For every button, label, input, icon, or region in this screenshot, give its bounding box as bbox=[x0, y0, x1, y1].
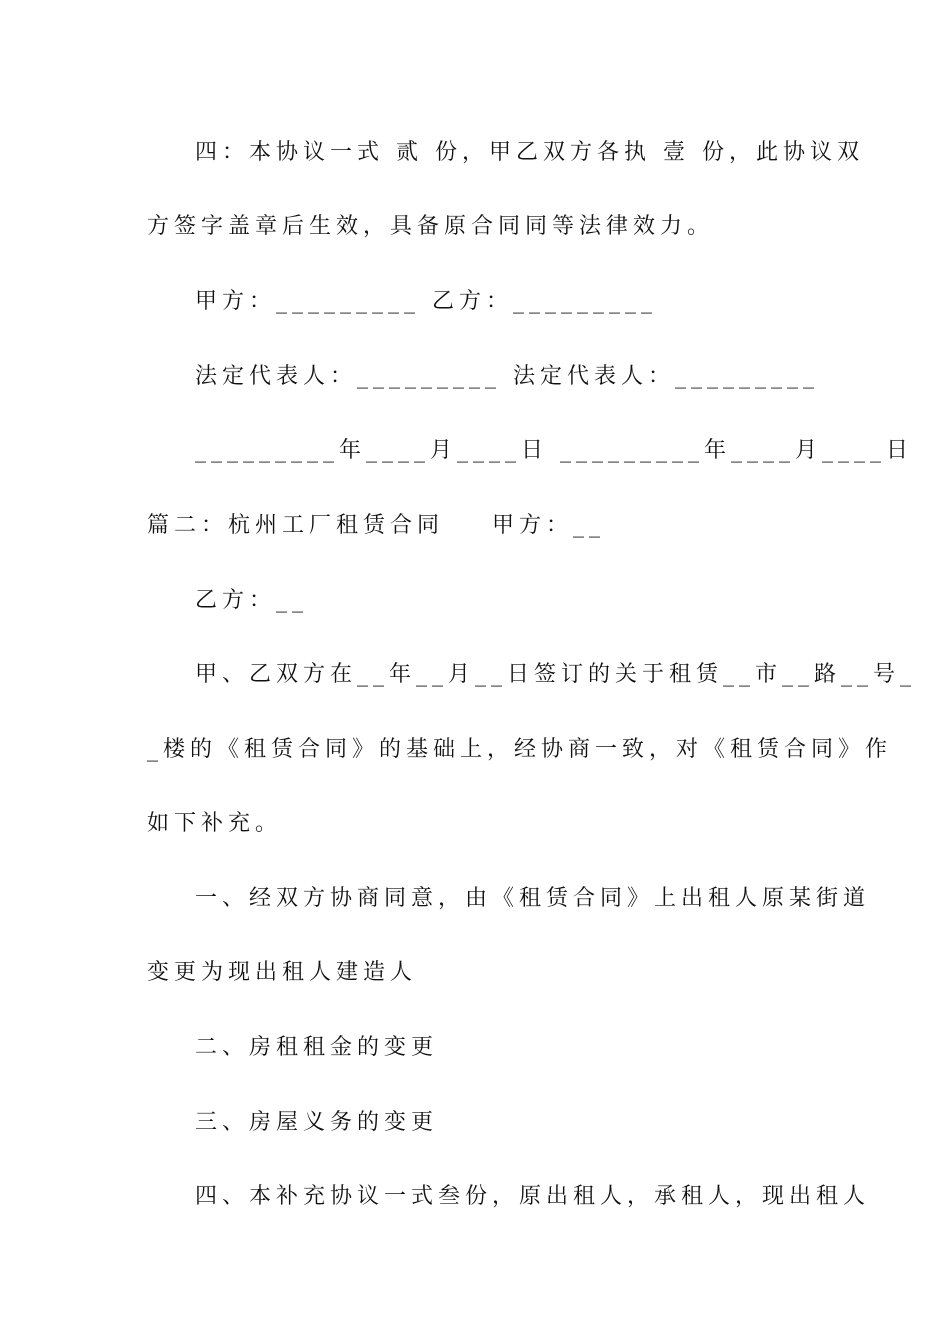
signature-dates: _________年____月____日 _________年____月____日 bbox=[195, 438, 913, 463]
clause-four-line-2: 方签字盖章后生效，具备原合同同等法律效力。 bbox=[147, 214, 715, 239]
section-two-heading bbox=[147, 510, 605, 542]
item-three: 三、房屋义务的变更 bbox=[195, 1110, 439, 1135]
party-a-line: 甲方：__ bbox=[492, 513, 606, 538]
party-b-line: 乙方：__ bbox=[195, 588, 309, 613]
clause-four-line-1: 四：本协议一式 贰 份，甲乙双方各执 壹 份，此协议双 bbox=[195, 140, 864, 165]
item-one-line-2: 变更为现出租人建造人 bbox=[147, 960, 418, 985]
signature-parties: 甲方：_________ 乙方：_________ bbox=[195, 289, 657, 314]
intro-line-3: 如下补充。 bbox=[147, 811, 283, 836]
section-two-title: 篇二：杭州工厂租赁合同 bbox=[147, 513, 445, 538]
item-one-line-1: 一、经双方协商同意，由《租赁合同》上出租人原某街道 bbox=[195, 886, 871, 911]
item-two: 二、房租租金的变更 bbox=[195, 1035, 439, 1060]
intro-line-1: 甲、乙双方在__年__月__日签订的关于租赁__市__路__号_ bbox=[195, 662, 917, 687]
intro-line-2: _楼的《租赁合同》的基础上，经协商一致，对《租赁合同》作 bbox=[147, 737, 893, 762]
item-four-line-1: 四、本补充协议一式叁份，原出租人，承租人，现出租人 bbox=[195, 1184, 871, 1209]
signature-representatives: 法定代表人：_________ 法定代表人：_________ bbox=[195, 364, 819, 389]
